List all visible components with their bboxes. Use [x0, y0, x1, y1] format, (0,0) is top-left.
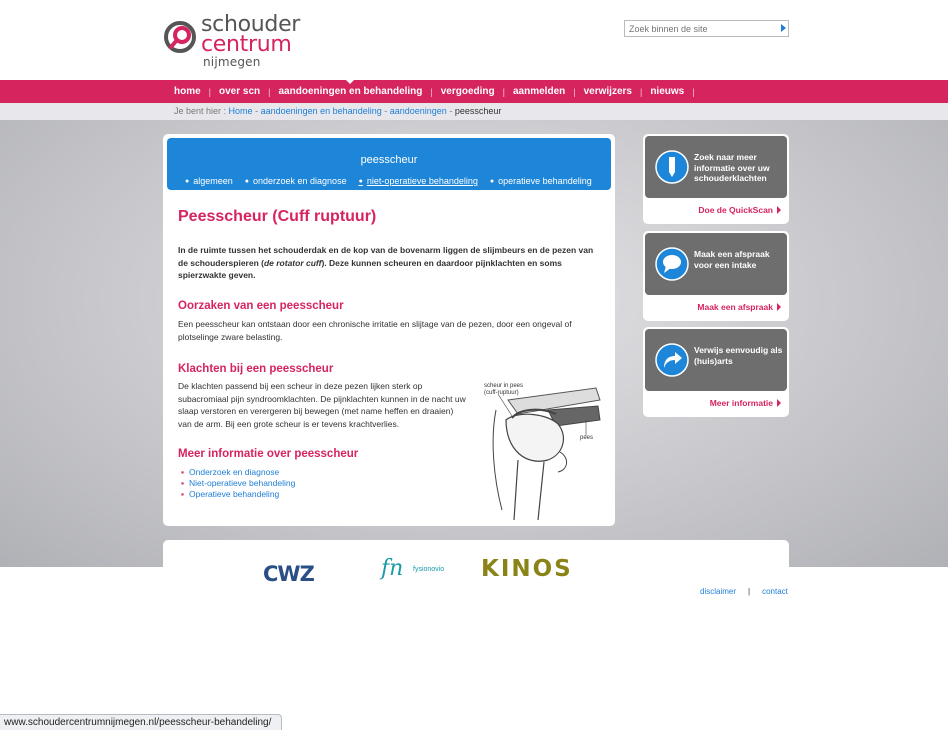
subnav-algemeen[interactable]: ● algemeen: [185, 176, 233, 186]
breadcrumb-link-aandoeningen-en-behandeling[interactable]: aandoeningen en behandeling: [260, 106, 382, 116]
search-input[interactable]: [625, 21, 775, 36]
nav-separator: |: [573, 86, 576, 97]
footer-links: [700, 587, 788, 596]
sidebar-box-text: Maak een afspraak voor een intake: [694, 249, 770, 270]
nav-separator: |: [692, 86, 695, 97]
search-submit-icon[interactable]: [781, 24, 786, 32]
intro-text-a: In de ruimte tussen het schouderdak en de kop van de bovenarm liggen de slijmbeurs en de pezen van de schouderspieren (: [178, 245, 594, 268]
sidebar-box-body: [645, 136, 787, 198]
breadcrumb-link-aandoeningen[interactable]: aandoeningen: [389, 106, 447, 116]
intro-text-emphasis: de rotator cuff: [263, 257, 322, 268]
paragraph-causes: Een peesscheur kan ontstaan door een chronische irritatie en slijtage van de pezen, door een ongeval of plotselinge zware belasting.: [178, 319, 572, 342]
sidebar-box-referral: [643, 327, 789, 417]
logo-text-nijmegen: nijmegen: [203, 55, 261, 69]
footer-link-disclaimer[interactable]: disclaimer: [700, 587, 737, 596]
nav-item-aanmelden[interactable]: aanmelden: [513, 86, 566, 97]
nav-item-verwijzers[interactable]: verwijzers: [583, 86, 632, 97]
breadcrumb-bar: [0, 103, 948, 120]
panel-header: [167, 138, 611, 190]
partners-bar: [163, 540, 789, 567]
nav-item-over-scn[interactable]: over scn: [219, 86, 261, 97]
nav-separator: |: [502, 86, 505, 97]
appointment-link[interactable]: Maak een afspraak: [697, 302, 781, 312]
intro-paragraph: [178, 244, 600, 282]
heading-more-info: Meer informatie over peesscheur: [178, 448, 359, 460]
breadcrumb-separator: -: [449, 106, 453, 116]
link-onderzoek-en-diagnose[interactable]: ▪ Onderzoek en diagnose: [181, 467, 295, 478]
breadcrumb-separator: -: [255, 106, 259, 116]
sidebar-box-body: [645, 233, 787, 295]
share-arrow-icon: [655, 343, 689, 377]
sidebar-box-quickscan: [643, 134, 789, 224]
nav-item-nieuws[interactable]: nieuws: [650, 86, 685, 97]
breadcrumb-link-home[interactable]: Home: [228, 106, 253, 116]
site-header: [0, 0, 948, 80]
sidebar-box-text: Zoek naar meer informatie over uw schouderklachten: [694, 152, 770, 183]
illustration-label-tendon: pees: [580, 435, 594, 441]
illustration-label-tear: [484, 383, 523, 397]
logo-mark-icon: [163, 20, 197, 54]
intro-text-b: ). Deze kunnen scheuren en daardoor pijnklachten en soms spierzwakte geven.: [178, 257, 562, 280]
heading-causes: Oorzaken van een peesscheur: [178, 300, 344, 312]
sidebar-box-appointment: [643, 231, 789, 321]
sub-navigation: [185, 176, 604, 186]
site-logo[interactable]: [163, 14, 303, 74]
nav-item-vergoeding[interactable]: vergoeding: [440, 86, 495, 97]
subnav-operatieve-behandeling[interactable]: ● operatieve behandeling: [490, 176, 592, 186]
link-operatieve-behandeling[interactable]: ▪ Operatieve behandeling: [181, 489, 295, 500]
logo-text-schouder: schouder: [201, 12, 301, 37]
paragraph-complaints: De klachten passend bij een scheur in deze pezen lijken sterk op subacromiaal pijn syndroomklachten. De pijnklachten kunnen in de nacht uw slaap verstoren en verergeren bij bewegen (met name heffen en draaien) van de arm. Bij een grote scheur is er tevens krachtverlies.: [178, 381, 466, 429]
nav-item-aandoeningen[interactable]: aandoeningen en behandeling: [271, 80, 431, 103]
partner-logo-cwz[interactable]: CWZ: [263, 562, 314, 586]
sidebar-box-body: [645, 329, 787, 391]
browser-status-bar: www.schoudercentrumnijmegen.nl/peesscheur-behandeling/: [0, 714, 282, 730]
subnav-onderzoek-en-diagnose[interactable]: ● onderzoek en diagnose: [245, 176, 347, 186]
nav-item-home[interactable]: home: [174, 86, 201, 97]
site-search: [624, 20, 789, 37]
page-title: Peesscheur (Cuff ruptuur): [178, 208, 377, 225]
link-niet-operatieve-behandeling[interactable]: ▪ Niet-operatieve behandeling: [181, 478, 295, 489]
nav-separator: |: [268, 86, 271, 97]
nav-separator: |: [208, 86, 212, 97]
panel-title: peesscheur: [360, 154, 418, 166]
subnav-niet-operatieve-behandeling[interactable]: ● niet-operatieve behandeling: [359, 176, 478, 186]
illustration-label-tear-line1: scheur in pees: [484, 383, 524, 389]
pencil-icon: [655, 150, 689, 184]
partner-logo-fysionovio-mark[interactable]: fn: [381, 556, 404, 581]
nav-separator: |: [430, 86, 433, 97]
breadcrumb: [174, 103, 501, 120]
nav-separator: |: [639, 86, 643, 97]
speech-bubble-icon: [655, 247, 689, 281]
partner-logo-kinos[interactable]: KINOS: [481, 556, 573, 582]
logo-text-centrum: centrum: [201, 32, 292, 57]
footer-separator: |: [748, 587, 751, 596]
partner-logo-fysionovio-text: fysionovio: [413, 566, 445, 573]
main-navigation: [0, 80, 948, 103]
sidebar-box-text: Verwijs eenvoudig als (huis)arts: [694, 345, 783, 366]
more-info-link[interactable]: Meer informatie: [710, 398, 781, 408]
heading-complaints: Klachten bij een peesscheur: [178, 363, 334, 375]
quickscan-link[interactable]: Doe de QuickScan: [698, 205, 781, 215]
shoulder-illustration: [478, 380, 604, 520]
breadcrumb-current: peesscheur: [454, 106, 502, 116]
footer-link-contact[interactable]: contact: [762, 587, 788, 596]
breadcrumb-separator: -: [384, 106, 388, 116]
illustration-label-tear-line2: (cuff-ruptuur): [484, 390, 519, 396]
more-info-links: [181, 467, 295, 500]
breadcrumb-prefix: Je bent hier :: [174, 106, 227, 116]
